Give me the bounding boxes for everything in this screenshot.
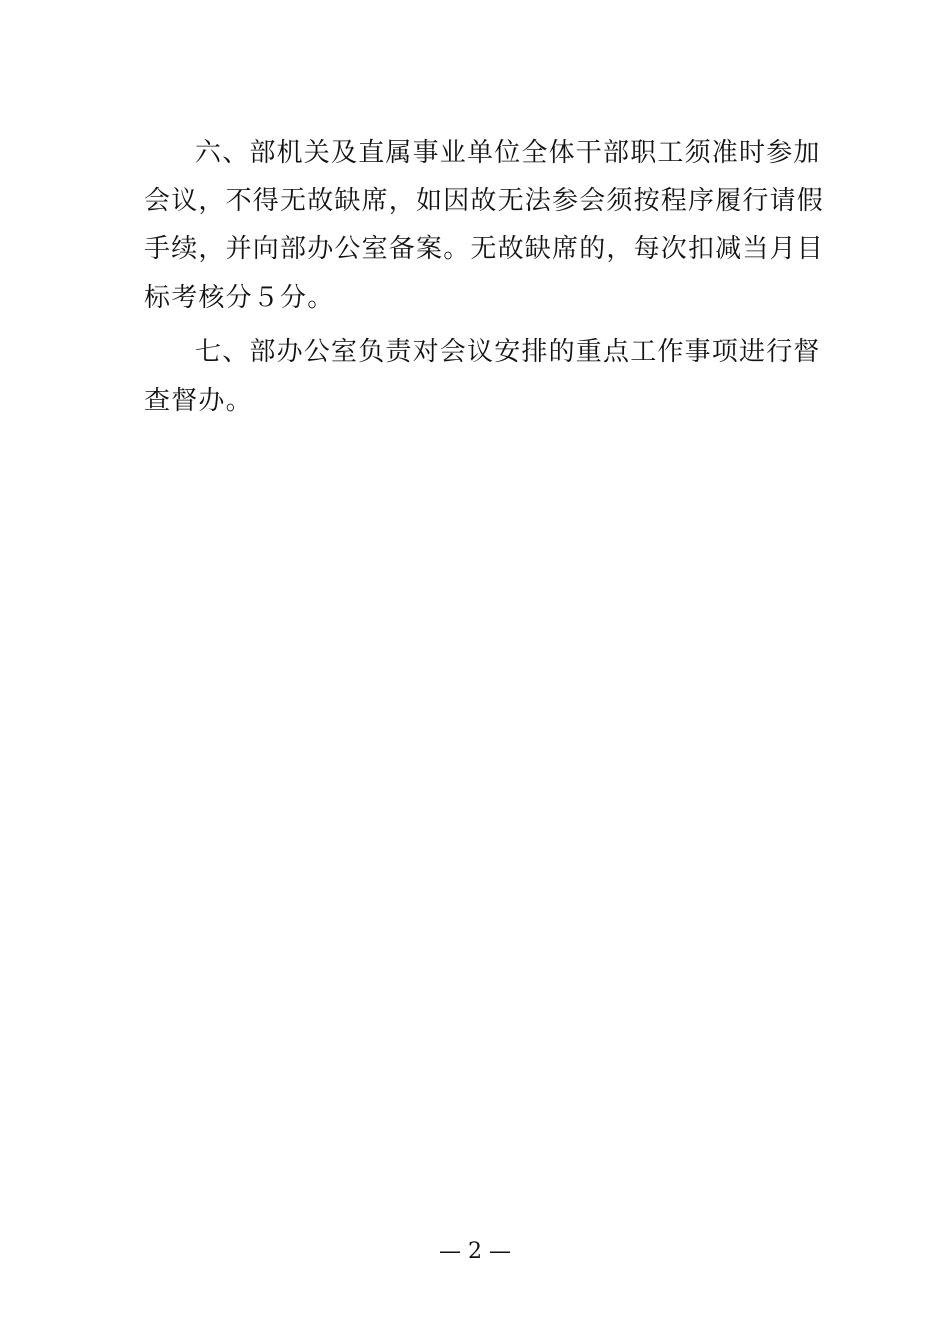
paragraph-6-line-3: 手续，并向部办公室备案。无故缺席的，每次扣减当月目: [144, 234, 825, 264]
page-number: — 2 —: [439, 1239, 511, 1264]
paragraph-7-line-2: 查督办。: [144, 386, 253, 416]
paragraph-6-line-1: 六、部机关及直属事业单位全体干部职工须准时参加: [195, 138, 821, 168]
paragraph-7-line-1: 七、部办公室负责对会议安排的重点工作事项进行督: [195, 337, 821, 367]
paragraph-6-line-4: 标考核分５分。: [144, 283, 335, 313]
paragraph-6-line-2: 会议，不得无故缺席，如因故无法参会须按程序履行请假: [144, 186, 825, 216]
